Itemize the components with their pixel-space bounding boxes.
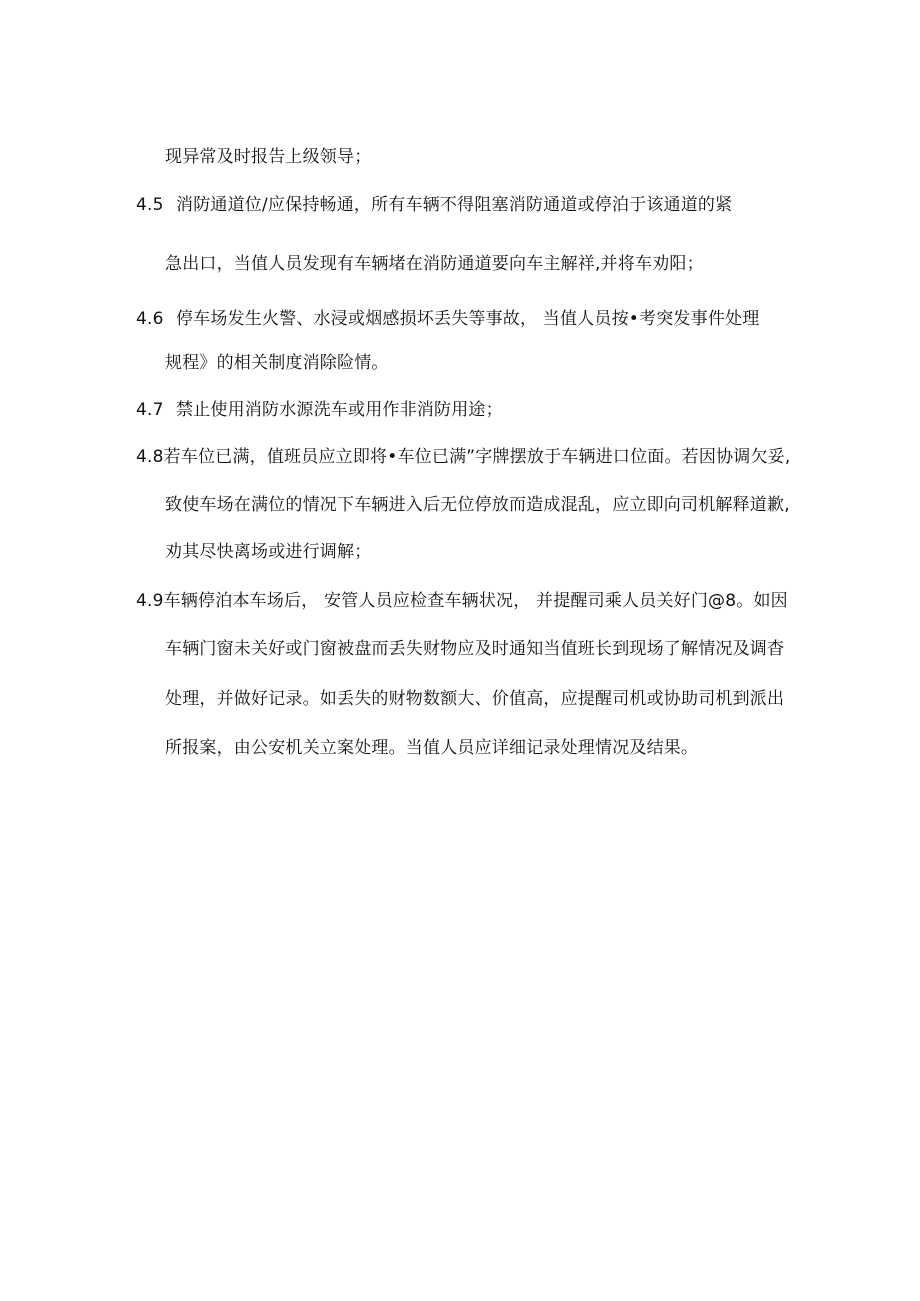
clause-4-8-line-1 <box>136 446 790 468</box>
clause-4-9-line-3: 处理，并做好记录。如丢失的财物数额大、价值高，应提醒司机或协助司机到派出 <box>165 689 785 709</box>
clause-text: 消防通道位/应保持畅通，所有车辆不得阻塞消防通道或停泊于该通道的紧 <box>176 195 733 215</box>
clause-4-6-line-1 <box>136 308 759 330</box>
clause-4-8-line-2: 致使车场在满位的情况下车辆进入后无位停放而造成混乱，应立即向司机解释道歉, <box>165 495 790 515</box>
clause-number: 4.5 <box>136 195 164 215</box>
clause-4-6-line-2: 规程》的相关制度消除险情。 <box>165 353 389 373</box>
clause-4-9-line-2: 车辆门窗未关好或门窗被盘而丢失财物应及时通知当值班长到现场了解情况及调杳 <box>165 639 785 659</box>
clause-number: 4.9 <box>136 591 164 611</box>
clause-number: 4.6 <box>136 309 164 329</box>
clause-4-8-line-3: 劝其尽快离场或进行调解； <box>165 542 372 562</box>
clause-text: 禁止使用消防水源洗车或用作非消防用途； <box>176 400 503 420</box>
clause-text: 停车场发生火警、水浸或烟感损坏丢失等事故， 当值人员按•考突发事件处理 <box>176 309 760 329</box>
clause-4-5-line-1 <box>136 194 732 216</box>
clause-4-5-line-2: 急出口，当值人员发现有车辆堵在消防通道要向车主解祥,并将车劝阳； <box>165 254 704 274</box>
clause-number: 4.7 <box>136 400 164 420</box>
continuation-line: 现异常及时报告上级领导； <box>165 147 372 167</box>
clause-number: 4.8 <box>136 447 164 467</box>
clause-4-9-line-1 <box>136 590 788 612</box>
clause-text: 车辆停泊本车场后， 安管人员应检查车辆状况， 并提醒司乘人员关好门@8。如因 <box>163 591 788 611</box>
clause-4-9-line-4: 所报案，由公安机关立案处理。当值人员应详细记录处理情况及结果。 <box>165 738 699 758</box>
clause-text: 若车位已满，值班员应立即将•车位已满”字牌摆放于车辆进口位面。若因协调欠妥, <box>163 447 791 467</box>
clause-4-7-line-1 <box>136 399 503 421</box>
